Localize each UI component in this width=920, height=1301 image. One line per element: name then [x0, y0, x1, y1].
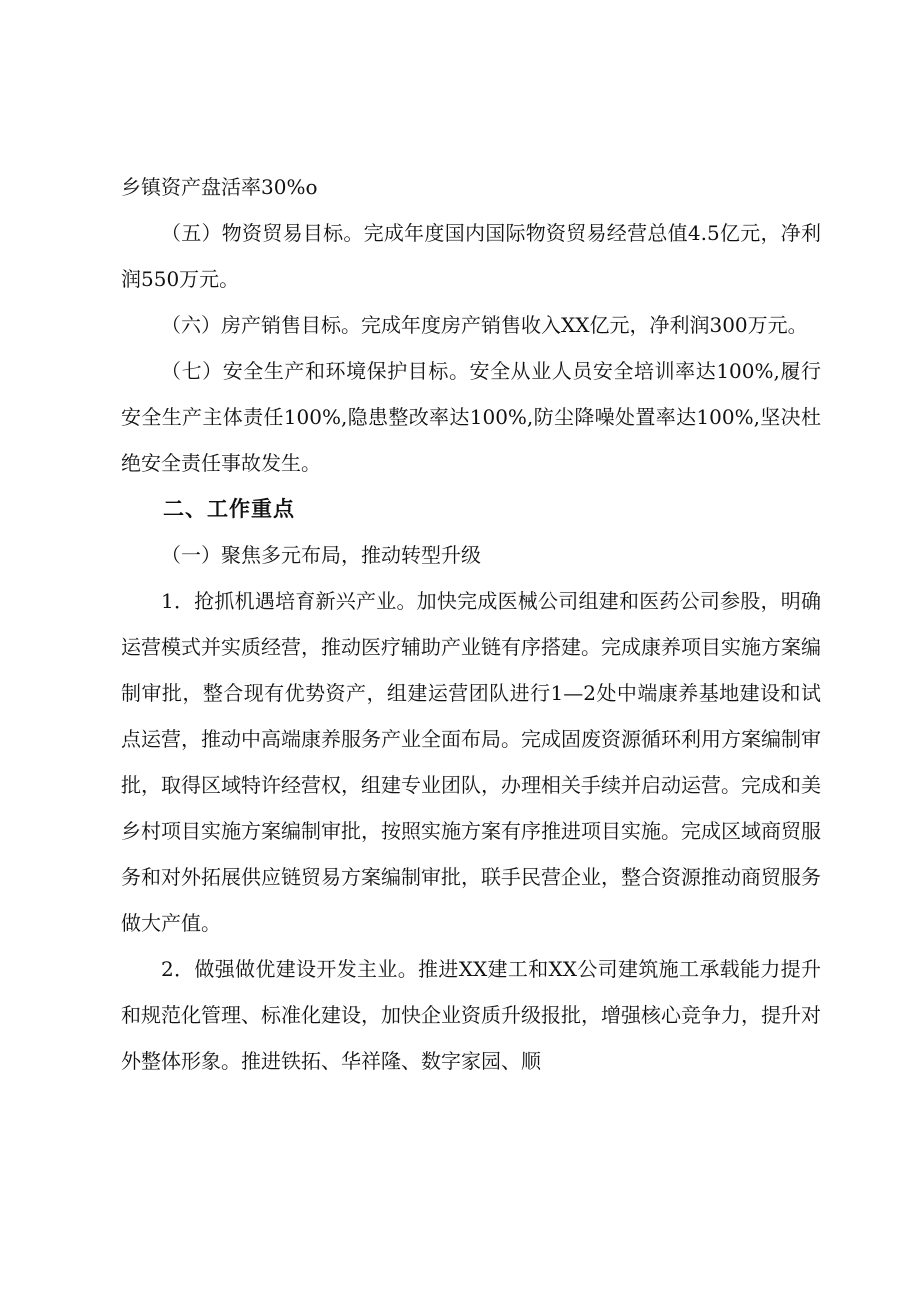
paragraph-real-estate-target: （六）房产销售目标。完成年度房产销售收入XX亿元，净利润300万元。	[161, 313, 808, 337]
paragraph-emerging-industries: 1．抢抓机遇培育新兴产业。加快完成医械公司组建和医药公司参股，明确运营模式并实质经营，推动医疗辅助产业链有序搭建。完成康养项目实施方案编制审批，整合现有优势资产，组建运营团队进行1—2处中端康养基地建设和试点运营，推动中高端康养服务产业全面布局。完成固废资源循环利用方案编制审批，取得区域特许经营权，组建专业团队，办理相关手续并启动运营。完成和美乡村项目实施方案编制审批，按照实施方案有序推进项目实施。完成区域商贸服务和对外拓展供应链贸易方案编制审批，联手民营企业，整合资源推动商贸服务做大产值。	[121, 589, 821, 935]
document-body	[121, 164, 821, 1084]
paragraph-construction-development: 2．做强做优建设开发主业。推进XX建工和XX公司建筑施工承载能力提升和规范化管理、标准化建设，加快企业资质升级报批，增强核心竞争力，提升对外整体形象。推进铁拓、华祥隆、数字家园、顺	[121, 957, 821, 1073]
paragraph-trade-target: （五）物资贸易目标。完成年度国内国际物资贸易经营总值4.5亿元，净利润550万元。	[121, 221, 821, 291]
section-heading-work-focus: 二、工作重点	[163, 497, 295, 521]
paragraph-asset-rate: 乡镇资产盘活率30%o	[121, 175, 318, 199]
paragraph-safety-target: （七）安全生产和环境保护目标。安全从业人员安全培训率达100%,履行安全生产主体责任100%,隐患整改率达100%,防尘降噪处置率达100%,坚决杜绝安全责任事故发生。	[121, 359, 821, 475]
subheading-diversified-layout: （一）聚焦多元布局，推动转型升级	[161, 543, 481, 567]
